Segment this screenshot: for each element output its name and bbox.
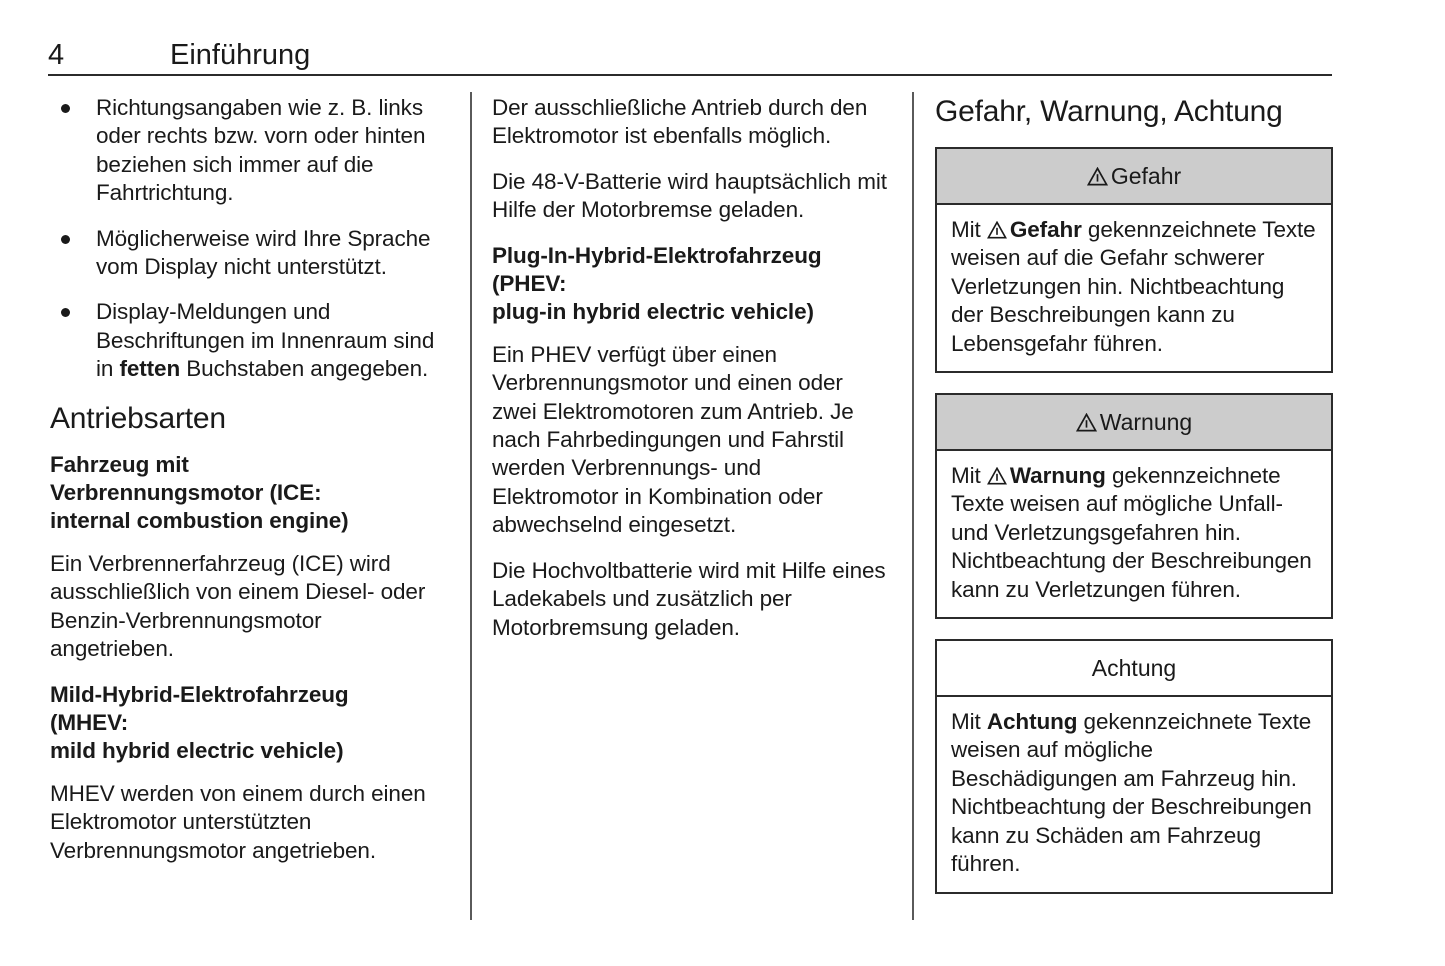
warning-triangle-icon — [1087, 167, 1108, 186]
section-title-notices: Gefahr, Warnung, Achtung — [935, 95, 1283, 128]
page-header — [48, 36, 1332, 76]
bullet-icon — [61, 235, 70, 244]
heading-phev-line3: plug-in hybrid electric vehicle) — [492, 299, 814, 325]
list-item-text-pre: Display-Meldungen und Beschriftungen im Innenraum sind in — [96, 299, 435, 382]
column-divider-right — [912, 92, 914, 920]
list-item-text-post: Buchstaben angegeben. — [180, 356, 429, 382]
list-item — [50, 94, 448, 208]
paragraph-mhev: MHEV werden von einem durch einen Elektromotor unterstützten Verbrennungsmotor angetrieben. — [50, 780, 426, 863]
warning-triangle-icon — [1076, 413, 1097, 432]
list-item-text: Möglicherweise wird Ihre Sprache vom Display nicht unterstützt. — [96, 225, 431, 280]
notice-title-warning — [937, 395, 1331, 451]
paragraph-ice: Ein Verbrennerfahrzeug (ICE) wird ausschließlich von einem Diesel- oder Benzin-Verbrennungsmotor angetrieben. — [50, 550, 426, 662]
intro-bullet-list — [50, 94, 448, 384]
notice-body-caution — [937, 697, 1331, 891]
heading-phev-line1: Plug-In-Hybrid-Elektrofahrzeug — [492, 242, 822, 268]
paragraph-electric-drive: Der ausschließliche Antrieb durch den Elektromotor ist ebenfalls möglich. — [492, 95, 868, 149]
warning-triangle-icon — [987, 221, 1007, 239]
heading-phev — [492, 242, 890, 327]
heading-ice — [50, 451, 448, 536]
notice-title-danger-text: Gefahr — [1110, 163, 1182, 189]
heading-mhev-line3: mild hybrid electric vehicle) — [50, 738, 344, 764]
heading-ice-line2: Verbrennungsmotor (ICE: — [50, 480, 322, 506]
notice-body-keyword: Achtung — [986, 709, 1078, 735]
heading-mhev-line1: Mild-Hybrid-Elektrofahrzeug — [50, 681, 349, 707]
paragraph-phev-1: Ein PHEV verfügt über einen Verbrennungsmotor und einen oder zwei Elektromotoren zum Antrieb. Je nach Fahrbedingungen und Fahrstil werden Verbrennungs- und Elektromotor in Kombination oder abwechselnd eingesetzt. — [492, 341, 854, 538]
column-middle — [492, 94, 890, 659]
notice-box-danger — [935, 147, 1333, 373]
page-number: 4 — [48, 39, 65, 71]
notice-body-post: gekennzeichnete Texte weisen auf mögliche Beschädigungen am Fahrzeug hin. Nichtbeachtung der Beschreibungen kann zu Schäden am Fahrzeug führen. — [951, 709, 1312, 877]
paragraph-phev-2: Die Hochvoltbatterie wird mit Hilfe eines Ladekabels und zusätzlich per Motorbremsung geladen. — [492, 557, 886, 640]
notice-body-pre: Mit — [951, 463, 987, 489]
notice-body-post: gekennzeichnete Texte weisen auf mögliche Unfall- und Verletzungsgefahren hin. Nichtbeachtung der Beschreibungen kann zu Verletzungen führen. — [951, 463, 1312, 602]
warning-triangle-icon — [987, 467, 1007, 485]
heading-mhev-line2: (MHEV: — [50, 709, 129, 735]
notice-box-caution — [935, 639, 1333, 893]
paragraph-48v-battery: Die 48-V-Batterie wird hauptsächlich mit Hilfe der Motorbremse geladen. — [492, 168, 887, 223]
list-item — [50, 225, 448, 282]
notice-body-danger — [937, 205, 1331, 371]
notice-title-warning-text: Warnung — [1099, 409, 1193, 436]
notice-body-keyword: Warnung — [1009, 463, 1106, 489]
bullet-icon — [61, 308, 70, 317]
column-left — [50, 94, 448, 882]
notice-title-caution-text: Achtung — [1091, 655, 1177, 682]
bullet-icon — [61, 104, 70, 113]
section-title-antriebsarten: Antriebsarten — [50, 401, 226, 435]
heading-mhev — [50, 681, 448, 766]
list-item-text-emphasis: fetten — [119, 356, 181, 382]
column-right — [935, 94, 1333, 914]
notice-body-post: gekennzeichnete Texte weisen auf die Gefahr schwerer Verletzungen hin. Nichtbeachtung der Beschreibungen kann zu Lebensgefahr führen. — [951, 217, 1316, 356]
notice-title-danger — [937, 149, 1331, 205]
notice-body-pre: Mit — [951, 709, 987, 735]
column-divider-left — [470, 92, 472, 920]
notice-title-caution — [937, 641, 1331, 697]
list-item — [50, 298, 448, 383]
notice-body-warning — [937, 451, 1331, 617]
heading-ice-line3: internal combustion engine) — [50, 508, 349, 534]
chapter-title: Einführung — [170, 39, 311, 71]
notice-body-pre: Mit — [951, 217, 987, 242]
notice-box-warning — [935, 393, 1333, 619]
heading-phev-line2: (PHEV: — [492, 271, 567, 297]
heading-ice-line1: Fahrzeug mit — [50, 451, 189, 477]
notice-body-keyword: Gefahr — [1009, 217, 1082, 242]
list-item-text: Richtungsangaben wie z. B. links oder rechts bzw. vorn oder hinten beziehen sich immer auf die Fahrtrichtung. — [96, 95, 426, 206]
header-rule — [48, 74, 1332, 76]
